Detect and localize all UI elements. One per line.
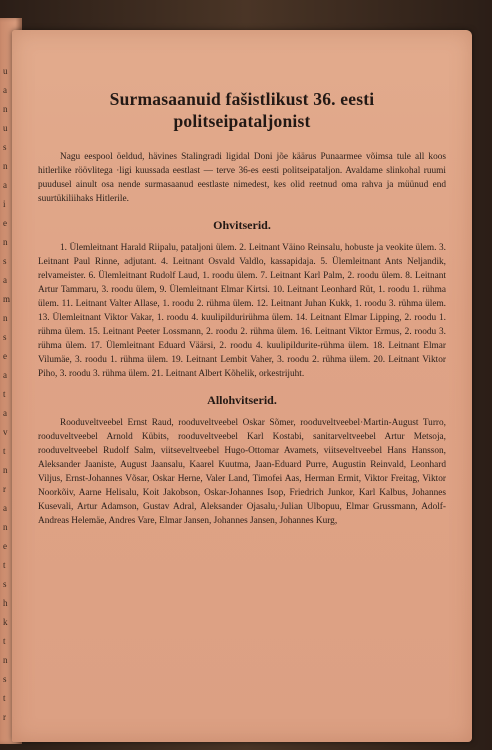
page-content [38,88,446,540]
previous-page-fragment: a [3,85,7,95]
page-title [38,88,446,132]
previous-page-fragment: s [3,579,7,589]
previous-page-fragment: s [3,674,7,684]
previous-page-fragment: n [3,104,8,114]
section-heading-officers: Ohvitserid. [213,218,271,232]
previous-page-fragment: t [3,389,6,399]
title-line-1: Surmasaanuid fašistlikust 36. eesti [109,89,375,109]
section-heading-nco: Allohvitserid. [207,393,277,407]
previous-page-fragment: s [3,256,7,266]
previous-page-fragment: n [3,655,8,665]
previous-page-fragment: e [3,351,7,361]
previous-page-fragment: r [3,484,6,494]
previous-page-fragment: r [3,712,6,722]
previous-page-fragment: u [3,123,8,133]
previous-page-fragment: m [3,294,11,304]
officers-list: 1. Ülemleitnant Harald Riipalu, pataljoni ülem. 2. Leitnant Väino Reinsalu, hobuste ja veokite ülem. 3. Leitnant Paul Rinne, adjutant. 4. Leitnant Osvald Valdlo, kassapidaja. 5. Ülemleitnant Ants Neljandik, relvameister. 6. Ülemleitnant Rudolf Laud, 1. roodu ülem. 7. Leitnant Karl Palm, 2. roodu ülem. 8. Leitnant Artur Tammaru, 3. roodu ülem, 9. Ülemleitnant Elmar Kirtsi. 10. Leitnant Leonhard Rüt, 1. roodu 1. rühma ülem. 11. Leitnant Valter Allase, 1. roodu 2. rühma ülem. 12. Leitnant Juhan Kukk, 1. roodu 3. rühma ülem. 13. Ülemleitnant Viktor Vakar, 1. roodu 4. kuulipildurirühma ülem. 14. Leitnant Elmar Lipping, 2. roodu 1. rühma ülem. 15. Leitnant Peeter Lossmann, 2. roodu 2. rühma ülem. 16. Leitnant Viktor Ermus, 2. roodu 3. rühma ülem. 17. Ülemleitnant Eduard Väärsi, 2. roodu 4. kuulipildurite-rühma ülem. 18. Leitnant Elmar Vilumäe, 3. roodu 1. rühma ülem. 19. Leitnant Lembit Vaher, 3. roodu 2. rühma ülem. 20. Leitnant Viktor Piho, 3. roodu 3. rühma ülem. 21. Leitnant Albert Kõhelik, orkestrijuht. [38,243,446,379]
previous-page-fragment: a [3,408,7,418]
previous-page-fragment: t [3,446,6,456]
previous-page-fragment: e [3,541,7,551]
previous-page-fragment: a [3,180,7,190]
previous-page-fragment: a [3,275,7,285]
previous-page-fragment: a [3,503,7,513]
document-page [12,30,472,742]
previous-page-fragment: t [3,560,6,570]
previous-page-fragment: n [3,237,8,247]
nco-list: Rooduveltveebel Ernst Raud, rooduveltveebel Oskar Sõmer, rooduveltveebel·Martin-August Turro, rooduveltveebel Arnold Kübits, rooduveltveebel Karl Kostabi, sanitarveltveebel Artur Metsoja, rooduveltveebel Rudolf Salm, viitseveltveebel Hugo-Ottomar Avamets, viitseveltveebel Hans Hansson, Aleksander Jaaniste, August Jaansalu, Kaarel Kuutma, Jaan-Eduard Purre, Augustin Reinvald, Leonhard Viljus, Ernst-Johannes Võsar, Oskar Herne, Valer Land, Timofei Aas, Herman Ermit, Viktor Freitag, Viktor Noorkõiv, Aarne Helisalu, Koit Jakobson, Oskar-Johannes Isop, Friedrich Junkor, Karl Kalbus, Johannes Kusevali, Artur Adamson, Gustav Adral, Aleksander Ojasalu,·Julian Ulbopuu, Elmar Grussmann, Adolf-Andreas Helemäe, Andres Vare, Elmar Jansen, Johannes Jansen, Johannes Kurg, [38,418,446,526]
previous-page-fragment: n [3,161,8,171]
previous-page-fragment: k [3,617,8,627]
previous-page-fragment: a [3,370,7,380]
intro-paragraph: Nagu eespool öeldud, hävines Stalingradi ligidal Doni jõe käärus Punaarmee võimsa tule all koos hitlerlike röövlitega ·ligi kuussada eestlast — terve 36-es eesti politseipataljon. Avaldame slinkohal ruumi puudusel ainult osa nende surmasaanud eestlaste nimedest, kes olid reetnud oma rahva ja müünud end suurtükiliihaks Hitlerile. [38,152,446,204]
previous-page-fragment: n [3,465,8,475]
previous-page-fragment: u [3,66,8,76]
previous-page-fragment: n [3,313,8,323]
previous-page-fragment: n [3,522,8,532]
title-line-2: politseipataljonist [173,111,311,131]
previous-page-fragment: s [3,332,7,342]
previous-page-fragment: t [3,693,6,703]
previous-page-fragment: v [3,427,8,437]
previous-page-fragment: s [3,142,7,152]
previous-page-fragment: h [3,598,8,608]
previous-page-fragment: i [3,199,6,209]
previous-page-fragment: e [3,218,7,228]
previous-page-fragment: t [3,636,6,646]
